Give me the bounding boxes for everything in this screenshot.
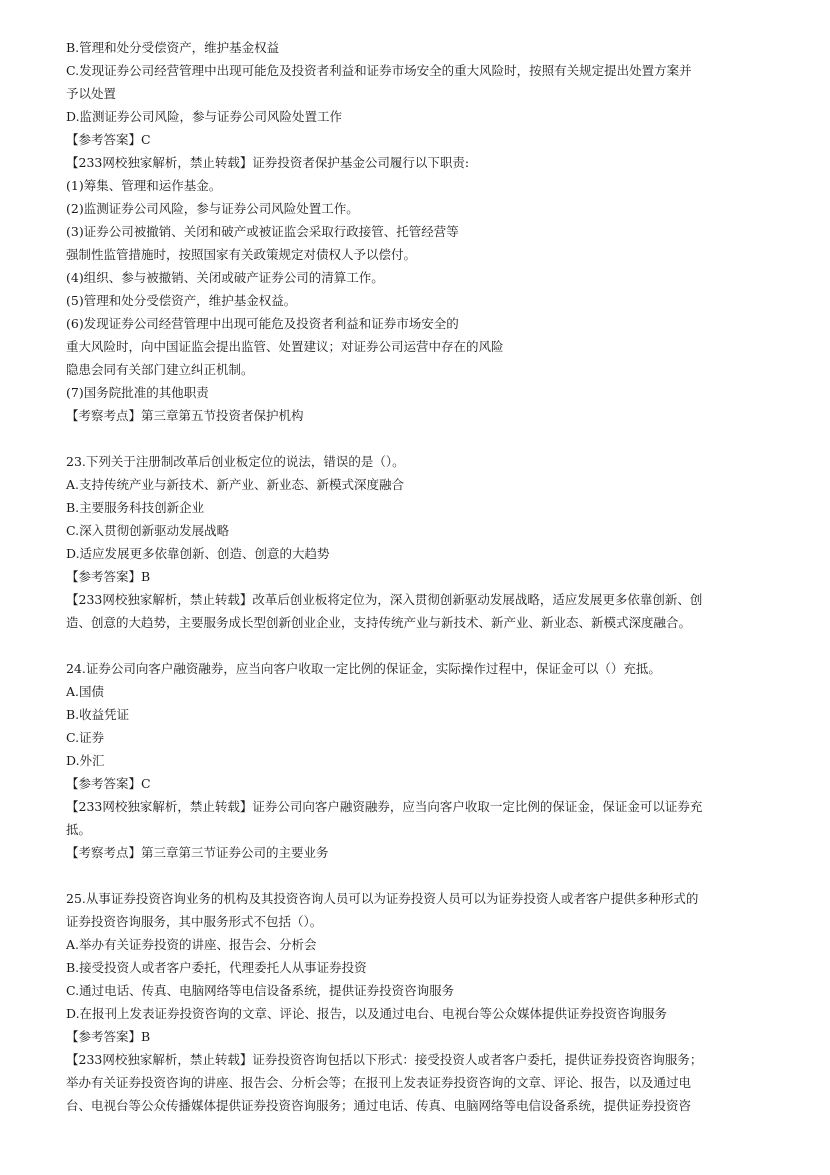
analysis-line: (4)组织、参与被撤销、关闭或破产证券公司的清算工作。: [66, 270, 384, 285]
exam-topic: 【考察考点】第三章第五节投资者保护机构: [66, 408, 304, 423]
analysis-line: 造、创意的大趋势，主要服务成长型创新创业企业，支持传统产业与新技术、新产业、新业态、新模式深度融合。: [66, 615, 692, 630]
analysis-line: 【233网校独家解析，禁止转载】证券投资咨询包括以下形式：接受投资人或者客户委托，提供证券投资咨询服务；: [66, 1052, 703, 1067]
analysis-line: (3)证券公司被撤销、关闭和破产或被证监会采取行政接管、托管经营等: [66, 224, 459, 239]
question-24-section: [66, 657, 771, 864]
question-text: 23.下列关于注册制改革后创业板定位的说法，错误的是（）。: [66, 454, 405, 469]
option-d: D.在报刊上发表证券投资咨询的文章、评论、报告，以及通过电台、电视台等公众媒体提供证券投资咨询服务: [66, 1006, 668, 1021]
analysis-line: (5)管理和处分受偿资产，维护基金权益。: [66, 293, 297, 308]
analysis-line: 抵。: [66, 822, 92, 837]
analysis-line: 重大风险时，向中国证监会提出监管、处置建议；对证券公司运营中存在的风险: [66, 339, 504, 354]
analysis-line: 强制性监管措施时，按照国家有关政策规定对债权人予以偿付。: [66, 247, 417, 262]
option-a: A.举办有关证券投资的讲座、报告会、分析会: [66, 937, 317, 952]
spacer: [66, 864, 771, 887]
reference-answer: 【参考答案】B: [66, 569, 151, 584]
analysis-line: 台、电视台等公众传播媒体提供证券投资咨询服务；通过电话、传真、电脑网络等电信设备系统，提供证券投资咨: [66, 1098, 692, 1113]
analysis-line: 【233网校独家解析，禁止转载】证券投资者保护基金公司履行以下职责:: [66, 155, 470, 170]
reference-answer: 【参考答案】C: [66, 776, 151, 791]
option-b: B.管理和处分受偿资产，维护基金权益: [66, 40, 280, 55]
exam-topic: 【考察考点】第三章第三节证券公司的主要业务: [66, 845, 329, 860]
option-b: B.接受投资人或者客户委托，代理委托人从事证券投资: [66, 960, 367, 975]
question-23-section: [66, 450, 771, 634]
analysis-line: 【233网校独家解析，禁止转载】改革后创业板将定位为，深入贯彻创新驱动发展战略，适应发展更多依靠创新、创: [66, 592, 703, 607]
option-b: B.主要服务科技创新企业: [66, 500, 205, 515]
option-c-continued: 予以处置: [66, 86, 117, 101]
question-text: 25.从事证券投资咨询业务的机构及其投资咨询人员可以为证券投资人员可以为证券投资人或者客户提供多种形式的: [66, 891, 699, 906]
option-a: A.支持传统产业与新技术、新产业、新业态、新模式深度融合: [66, 477, 405, 492]
option-d: D.外汇: [66, 753, 105, 768]
document-page: [66, 36, 771, 1117]
option-a: A.国债: [66, 684, 105, 699]
question-text: 24.证券公司向客户融资融券，应当向客户收取一定比例的保证金，实际操作过程中，保证金可以（）充抵。: [66, 661, 661, 676]
reference-answer: 【参考答案】C: [66, 132, 151, 147]
question-text-continued: 证券投资咨询服务，其中服务形式不包括（）。: [66, 914, 323, 929]
option-d: D.监测证券公司风险，参与证券公司风险处置工作: [66, 109, 343, 124]
spacer: [66, 427, 771, 450]
analysis-line: 【233网校独家解析，禁止转载】证券公司向客户融资融券，应当向客户收取一定比例的保证金，保证金可以证券充: [66, 799, 703, 814]
option-c: C.深入贯彻创新驱动发展战略: [66, 523, 230, 538]
analysis-line: (1)筹集、管理和运作基金。: [66, 178, 222, 193]
option-d: D.适应发展更多依靠创新、创造、创意的大趋势: [66, 546, 330, 561]
option-b: B.收益凭证: [66, 707, 130, 722]
analysis-line: 隐患会同有关部门建立纠正机制。: [66, 362, 254, 377]
analysis-line: 举办有关证券投资咨询的讲座、报告会、分析会等；在报刊上发表证券投资咨询的文章、评论、报告，以及通过电: [66, 1075, 692, 1090]
option-c: C.发现证券公司经营管理中出现可能危及投资者利益和证券市场安全的重大风险时，按照有关规定提出处置方案并: [66, 63, 692, 78]
spacer: [66, 634, 771, 657]
question-22-section: [66, 36, 771, 427]
question-25-section: [66, 887, 771, 1117]
option-c: C.通过电话、传真、电脑网络等电信设备系统，提供证券投资咨询服务: [66, 983, 455, 998]
option-c: C.证券: [66, 730, 105, 745]
analysis-line: (2)监测证券公司风险，参与证券公司风险处置工作。: [66, 201, 359, 216]
analysis-line: (6)发现证券公司经营管理中出现可能危及投资者利益和证券市场安全的: [66, 316, 459, 331]
analysis-line: (7)国务院批准的其他职责: [66, 385, 209, 400]
reference-answer: 【参考答案】B: [66, 1029, 151, 1044]
